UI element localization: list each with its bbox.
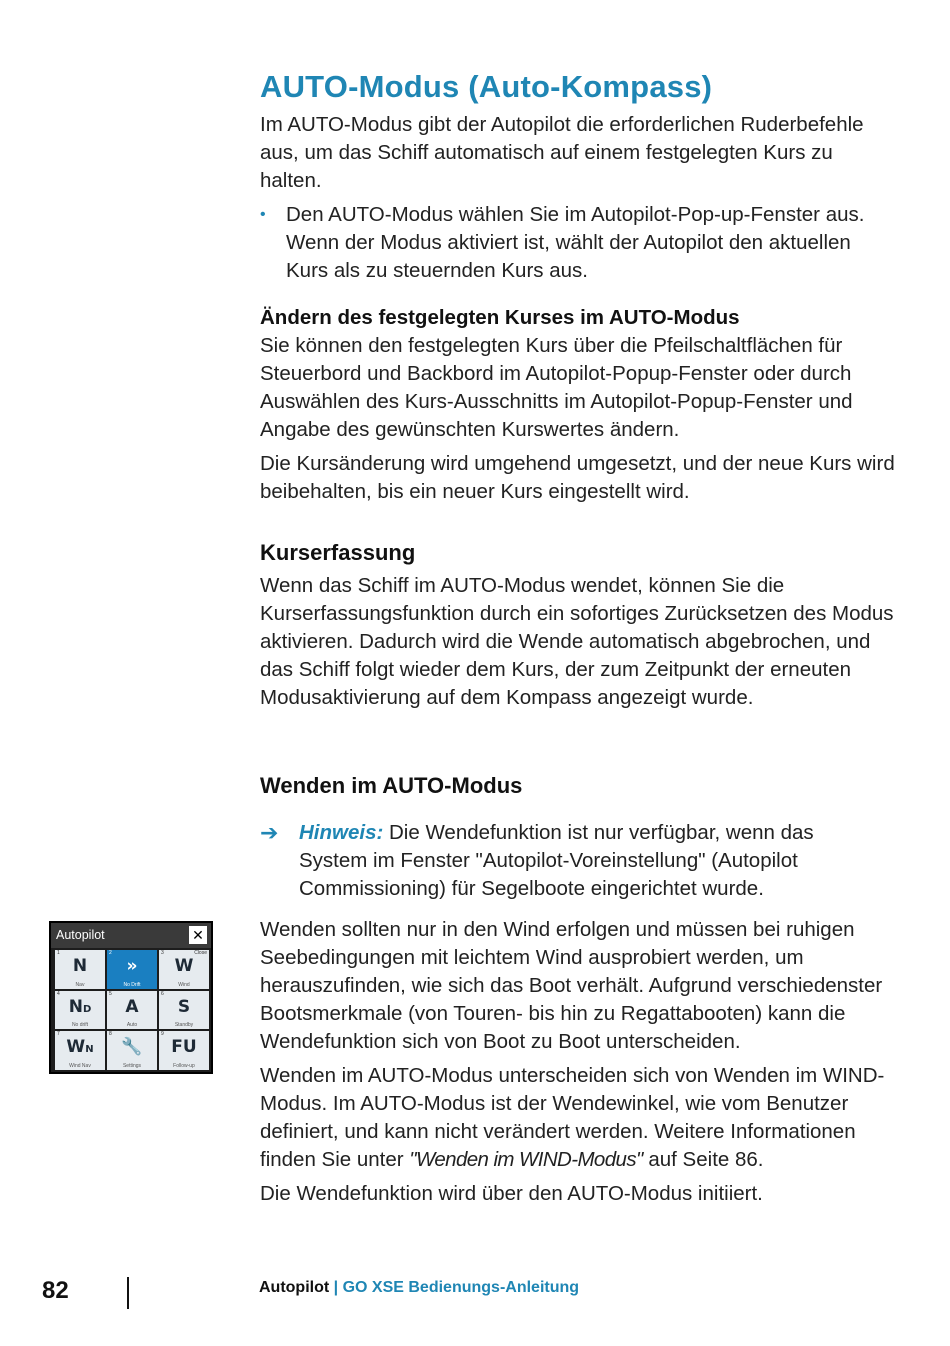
tile-close-label: Close <box>194 950 207 956</box>
mode-tile-wind-nav[interactable] <box>55 1031 105 1070</box>
mode-wind-icon <box>159 956 209 976</box>
tile-number: 2 <box>109 950 112 956</box>
note-body: Die Wendefunktion ist nur verfügbar, wenn das System im Fenster "Autopilot-Voreinstellung" (Autopilot Commissioning) für Segelboote eingerichtet wurde. <box>299 821 814 900</box>
footer-chapter: Autopilot <box>259 1279 330 1296</box>
mode-no-drift-selected-icon <box>107 956 157 976</box>
section-change-course-title: Ändern des festgelegten Kurses im AUTO-Modus <box>260 306 740 329</box>
tile-number: 5 <box>109 990 112 997</box>
intro-paragraph: Im AUTO-Modus gibt der Autopilot die erforderlichen Ruderbefehle aus, um das Schiff automatisch auf einem festgelegten Kurs zu halten. <box>260 113 864 192</box>
section-wenden-p1: Wenden sollten nur in den Wind erfolgen und müssen bei ruhigen Seebedingungen mit leichtem Wind ausprobiert werden, um herauszufinden, wie sich das Boot verhält. Aufgrund verschiedenster Bootsmerkmale (von Touren- bis hin zu Regattabooten) kann die Wendefunktion sich von Boot zu Boot unterscheiden. <box>260 918 883 1053</box>
footer-manual: GO XSE Bedienungs-Anleitung <box>342 1279 580 1296</box>
mode-tile-follow-up[interactable] <box>159 1031 209 1070</box>
mode-glyph: FU <box>171 1037 197 1058</box>
mode-wind-nav-icon <box>55 1037 105 1060</box>
tile-caption: Settings <box>122 1063 142 1069</box>
tile-caption: Auto <box>126 1022 138 1029</box>
tile-caption: No Drift <box>123 981 141 988</box>
mode-glyph-sub: D <box>82 1003 92 1015</box>
mode-tile-standby[interactable] <box>159 991 209 1030</box>
tile-caption: Wind <box>178 981 190 988</box>
mode-nav-icon <box>55 956 105 976</box>
tile-number: 9 <box>161 1031 164 1038</box>
cross-reference-link[interactable]: "Wenden im WIND-Modus" <box>409 1148 643 1171</box>
page-number: 82 <box>42 1277 69 1304</box>
tile-caption: Wind Nav <box>69 1063 91 1069</box>
intro-paragraph-block <box>260 111 900 195</box>
bullet-text: Den AUTO-Modus wählen Sie im Autopilot-Pop-up-Fenster aus. Wenn der Modus aktiviert ist, wählt der Autopilot den aktuellen Kurs als zu steuernden Kurs aus. <box>286 203 865 282</box>
tile-number: 8 <box>109 1031 112 1038</box>
footer-separator: | <box>329 1279 343 1296</box>
mode-glyph: S <box>177 996 191 1017</box>
section-change-course <box>260 304 900 506</box>
bullet-dot-icon: • <box>260 206 266 223</box>
tile-number: 4 <box>57 990 60 997</box>
mode-tile-wind[interactable] <box>159 950 209 989</box>
mode-glyph: W <box>66 1037 86 1058</box>
section-kurserfassung-title: Kurserfassung <box>260 540 416 565</box>
tile-number: 7 <box>57 1031 60 1038</box>
section-change-course-p1: Sie können den festgelegten Kurs über die Pfeilschaltflächen für Steuerbord und Backbord im Autopilot-Popup-Fenster oder durch Auswählen des Kurs-Ausschnitts im Autopilot-Popup-Fenster und Angabe des gewünschten Kurswertes ändern. <box>260 334 853 441</box>
close-icon[interactable]: ✕ <box>189 926 207 944</box>
note-text <box>299 819 880 903</box>
mode-tile-settings[interactable] <box>107 1031 157 1070</box>
page-heading-block <box>260 68 900 106</box>
mode-tile-no-drift-selected[interactable] <box>107 950 157 989</box>
autopilot-popup <box>49 921 213 1074</box>
mode-glyph: A <box>125 996 139 1017</box>
section-kurserfassung-p1: Wenn das Schiff im AUTO-Modus wendet, können Sie die Kurserfassungsfunktion durch ein sofortiges Zurücksetzen des Modus aktivieren. Dadurch wird die Wende automatisch abgebrochen, und das Schiff folgt wieder dem Kurs, der zum Zeitpunkt der erneuten Modusaktivierung auf dem Kompass angezeigt wurde. <box>260 574 894 709</box>
arrow-right-icon: ➔ <box>260 820 279 845</box>
tile-caption: Follow-up <box>173 1063 195 1069</box>
section-wenden-p2-text: Wenden im AUTO-Modus unterscheiden sich von Wenden im WIND-Modus. Im AUTO-Modus ist der Wendewinkel, wie vom Benutzer definiert, und kann nicht verändert werden. Weitere Informationen finden Sie unter <box>260 1064 885 1171</box>
mode-settings-icon <box>107 1037 157 1057</box>
mode-tile-nav[interactable] <box>55 950 105 989</box>
section-wenden-title: Wenden im AUTO-Modus <box>260 773 523 798</box>
mode-glyph: W <box>174 956 194 976</box>
tile-number: 3 <box>161 950 164 956</box>
mode-glyph: 🔧 <box>121 1037 143 1058</box>
bullet-item <box>260 201 880 285</box>
mode-auto-icon <box>107 997 157 1017</box>
section-wenden-title-block <box>260 771 900 801</box>
tile-number: 1 <box>57 950 60 956</box>
mode-tile-auto[interactable] <box>107 991 157 1030</box>
tile-caption: Nav <box>75 981 85 988</box>
section-wenden-body <box>260 916 895 1208</box>
mode-follow-up-icon <box>159 1037 209 1057</box>
footer-divider <box>127 1277 129 1309</box>
section-change-course-p2: Die Kursänderung wird umgehend umgesetzt, und der neue Kurs wird beibehalten, bis ein neuer Kurs eingestellt wird. <box>260 452 895 503</box>
note-box <box>260 819 880 903</box>
mode-tile-no-drift[interactable] <box>55 991 105 1030</box>
autopilot-popup-title: Autopilot <box>51 923 211 948</box>
mode-no-drift-icon <box>55 997 105 1020</box>
mode-glyph: » <box>126 956 138 976</box>
section-wenden-p2-tail: auf Seite 86. <box>642 1148 764 1171</box>
tile-number: 6 <box>161 990 164 997</box>
section-wenden-p3: Die Wendefunktion wird über den AUTO-Modus initiiert. <box>260 1182 763 1205</box>
mode-standby-icon <box>159 997 209 1017</box>
tile-caption: Standby <box>174 1022 194 1029</box>
note-label: Hinweis: <box>299 821 384 844</box>
tile-caption: No drift <box>71 1022 89 1029</box>
footer-title <box>259 1279 579 1297</box>
page-title: AUTO-Modus (Auto-Kompass) <box>260 69 713 104</box>
mode-glyph: N <box>72 956 88 976</box>
section-wenden-p2 <box>260 1062 895 1174</box>
autopilot-mode-grid <box>55 950 209 1070</box>
section-kurserfassung <box>260 538 900 712</box>
mode-glyph-sub: N <box>85 1044 94 1056</box>
mode-glyph: N <box>68 996 83 1017</box>
